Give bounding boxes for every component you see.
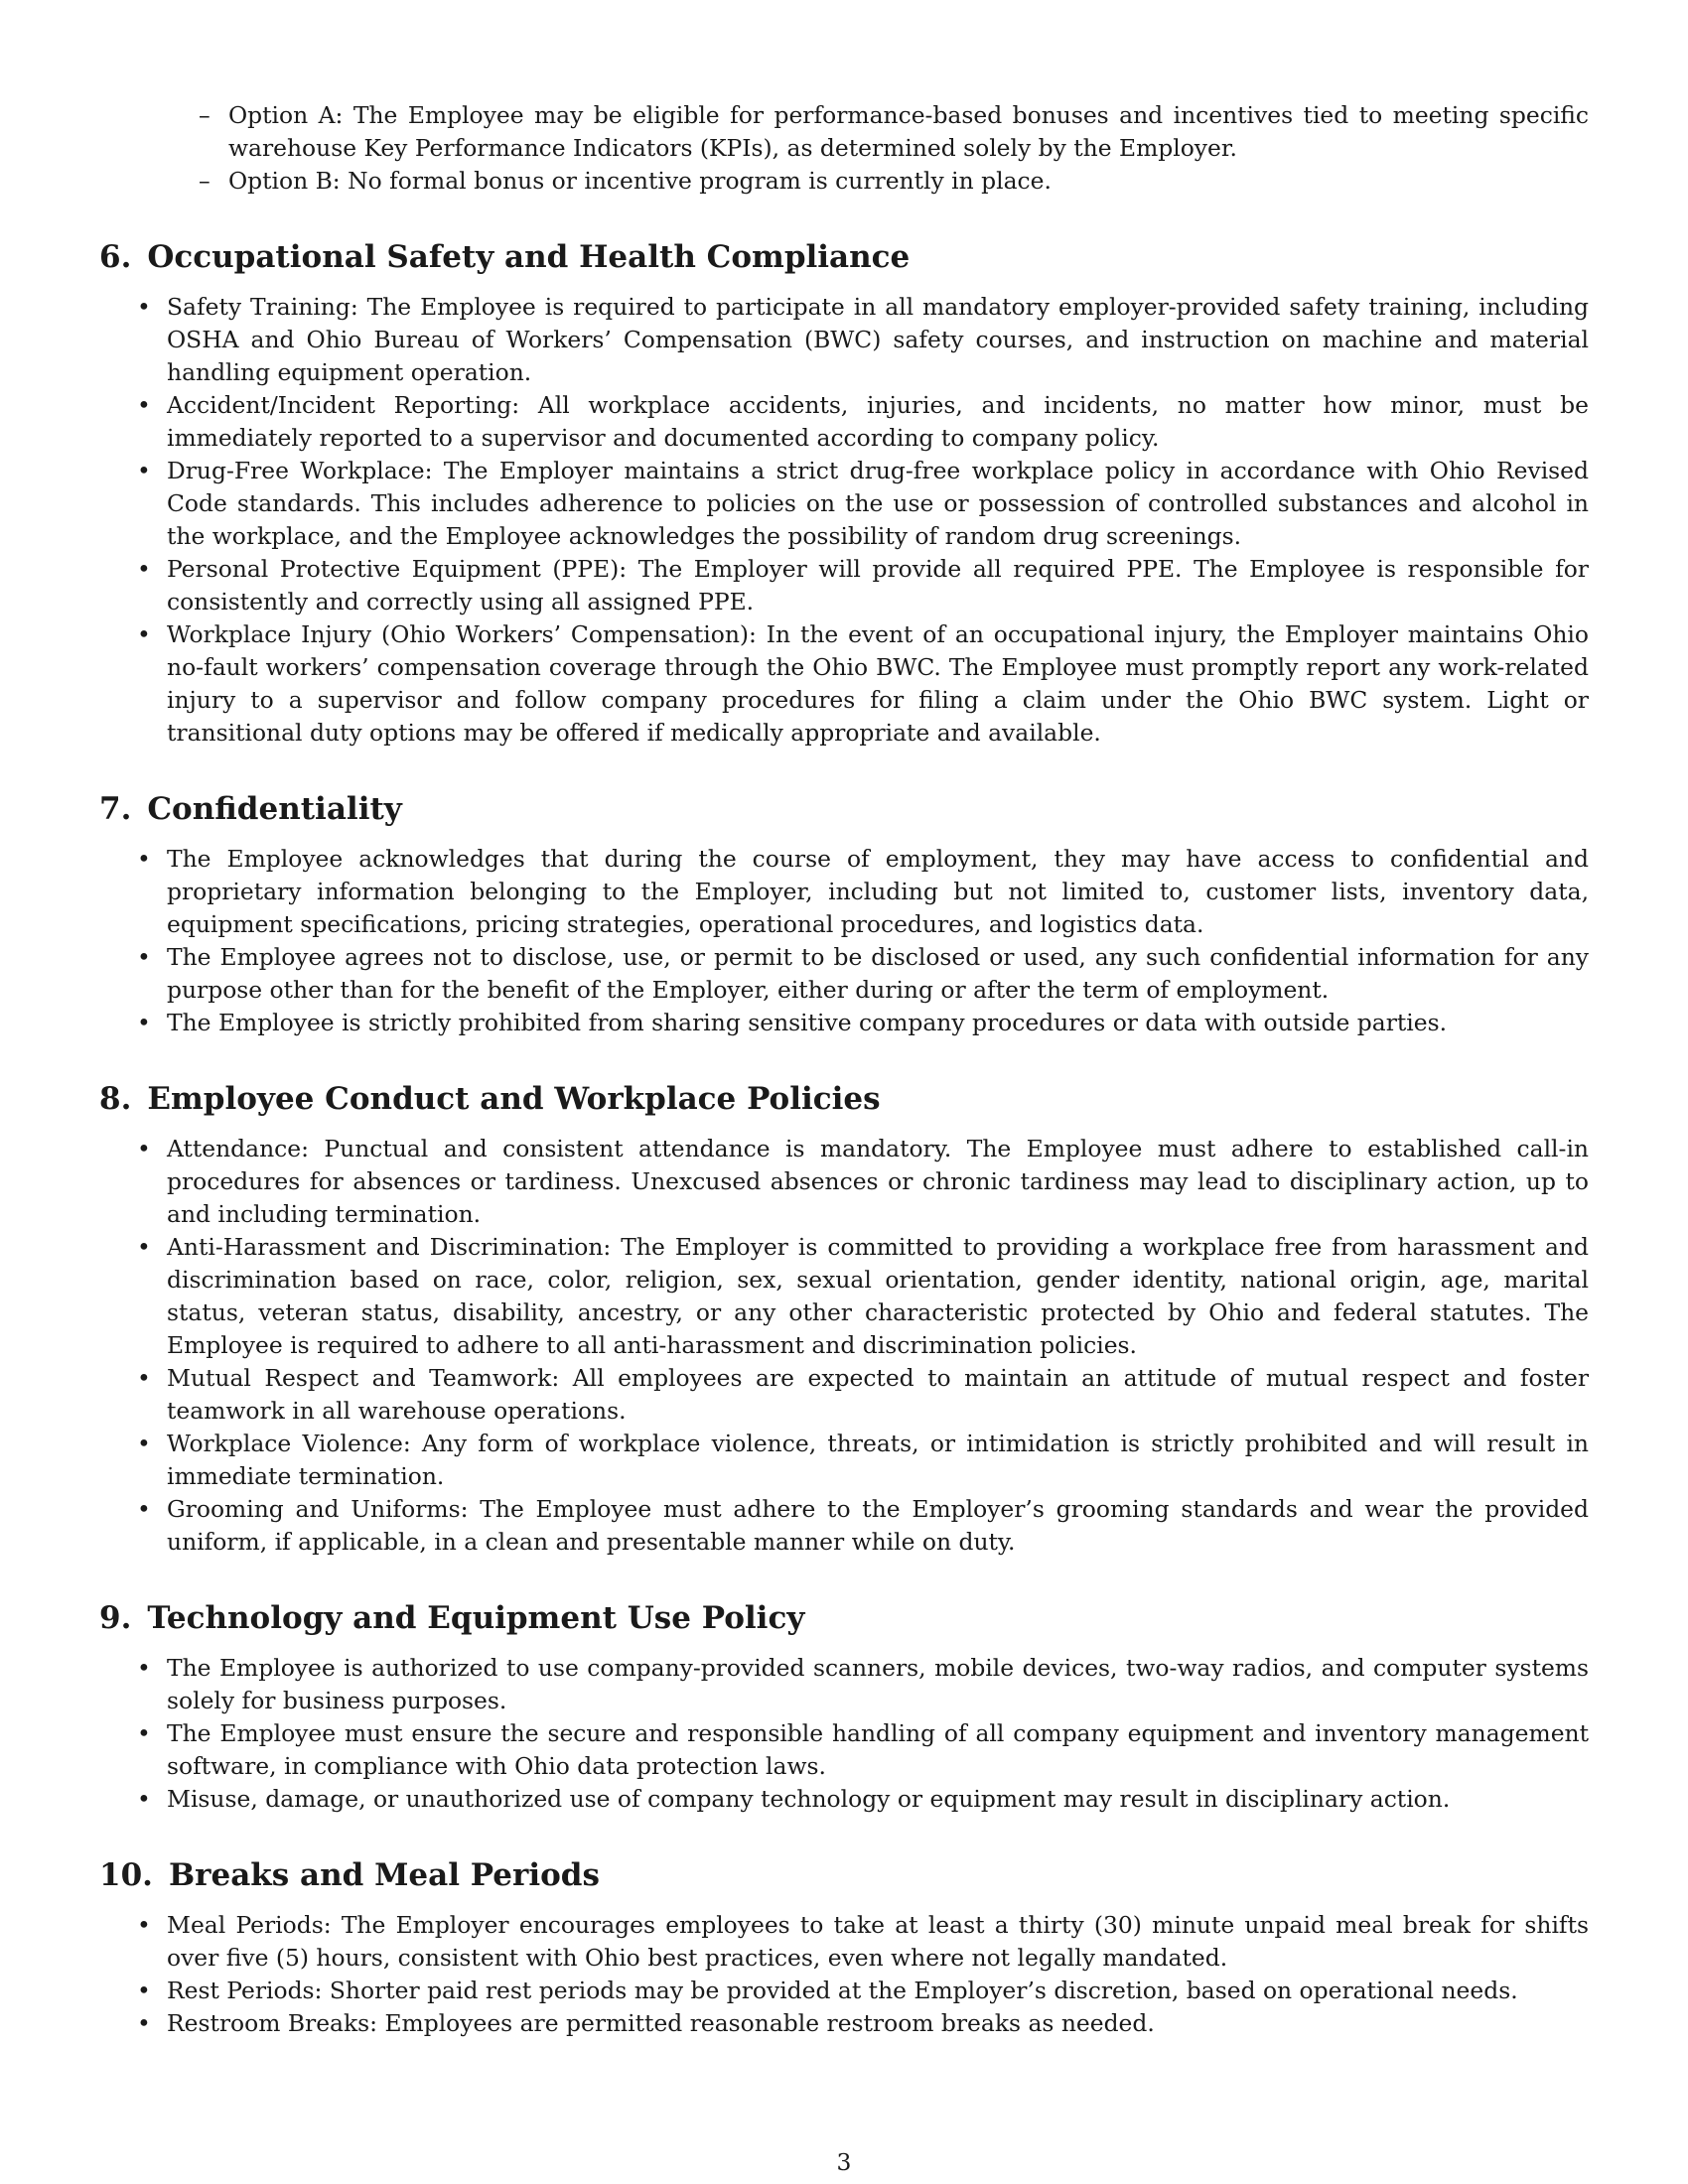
section-list: [99, 1652, 1589, 1816]
section-10: [99, 1855, 1589, 2040]
list-item: • Rest Periods: Shorter paid rest periods may be provided at the Employer’s discretion, based on operational needs.: [167, 1975, 1589, 2007]
section-heading: [99, 789, 1589, 829]
section-list: [99, 291, 1589, 750]
list-item: • Anti-Harassment and Discrimination: The Employer is committed to providing a workplace free from harassment and discrimination based on race, color, religion, sex, sexual orientation, gender identity, national origin, age, marital status, veteran status, disability, ancestry, or any other characteristic protected by Ohio and federal statutes. The Employee is required to adhere to all anti-harassment and discrimination policies.: [167, 1231, 1589, 1362]
section-title: Confidentiality: [147, 791, 402, 827]
section-9: [99, 1598, 1589, 1816]
list-item: • Workplace Violence: Any form of workplace violence, threats, or intimidation is strictly prohibited and will result in immediate termination.: [167, 1428, 1589, 1493]
list-item: • Misuse, damage, or unauthorized use of company technology or equipment may result in disciplinary action.: [167, 1783, 1589, 1816]
section-number: 10.: [99, 1857, 153, 1893]
bonus-options-list: [99, 99, 1589, 198]
section-number: 6.: [99, 239, 132, 275]
section-list: [99, 1133, 1589, 1559]
list-item: • Workplace Injury (Ohio Workers’ Compensation): In the event of an occupational injury, the Employer maintains Ohio no-fault workers’ compensation coverage through the Ohio BWC. The Employee must promptly report any work-related injury to a supervisor and follow company procedures for filing a claim under the Ohio BWC system. Light or transitional duty options may be offered if medically appropriate and available.: [167, 618, 1589, 750]
list-item: • The Employee must ensure the secure and responsible handling of all company equipment and inventory management software, in compliance with Ohio data protection laws.: [167, 1717, 1589, 1783]
section-number: 7.: [99, 791, 132, 827]
section-6: [99, 237, 1589, 750]
list-item: • Personal Protective Equipment (PPE): The Employer will provide all required PPE. The Employee is responsible for consistently and correctly using all assigned PPE.: [167, 553, 1589, 618]
section-heading: [99, 1598, 1589, 1638]
option-b: – Option B: No formal bonus or incentive program is currently in place.: [199, 165, 1589, 198]
list-item: • Drug-Free Workplace: The Employer maintains a strict drug-free workplace policy in accordance with Ohio Revised Code standards. This includes adherence to policies on the use or possession of controlled substances and alcohol in the workplace, and the Employee acknowledges the possibility of random drug screenings.: [167, 455, 1589, 553]
page-number: 3: [836, 2148, 852, 2176]
list-item: • The Employee is strictly prohibited from sharing sensitive company procedures or data with outside parties.: [167, 1007, 1589, 1039]
document-page: [99, 99, 1589, 2144]
list-item: • The Employee is authorized to use company-provided scanners, mobile devices, two-way radios, and computer systems solely for business purposes.: [167, 1652, 1589, 1717]
section-title: Occupational Safety and Health Compliance: [147, 239, 911, 275]
section-heading: [99, 1855, 1589, 1895]
section-8: [99, 1079, 1589, 1559]
section-list: [99, 843, 1589, 1039]
section-7: [99, 789, 1589, 1039]
section-title: Technology and Equipment Use Policy: [147, 1600, 805, 1636]
list-item: • Accident/Incident Reporting: All workplace accidents, injuries, and incidents, no matter how minor, must be immediately reported to a supervisor and documented according to company policy.: [167, 389, 1589, 455]
option-a: – Option A: The Employee may be eligible for performance-based bonuses and incentives tied to meeting specific warehouse Key Performance Indicators (KPIs), as determined solely by the Employer.: [199, 99, 1589, 165]
list-item: • Grooming and Uniforms: The Employee must adhere to the Employer’s grooming standards and wear the provided uniform, if applicable, in a clean and presentable manner while on duty.: [167, 1493, 1589, 1559]
section-heading: [99, 1079, 1589, 1119]
section-number: 8.: [99, 1081, 132, 1117]
list-item: • The Employee acknowledges that during the course of employment, they may have access to confidential and proprietary information belonging to the Employer, including but not limited to, customer lists, inventory data, equipment specifications, pricing strategies, operational procedures, and logistics data.: [167, 843, 1589, 941]
list-item: • The Employee agrees not to disclose, use, or permit to be disclosed or used, any such confidential information for any purpose other than for the benefit of the Employer, either during or after the term of employment.: [167, 941, 1589, 1007]
section-title: Employee Conduct and Workplace Policies: [147, 1081, 881, 1117]
list-item: • Restroom Breaks: Employees are permitted reasonable restroom breaks as needed.: [167, 2007, 1589, 2040]
list-item: • Safety Training: The Employee is required to participate in all mandatory employer-provided safety training, including OSHA and Ohio Bureau of Workers’ Compensation (BWC) safety courses, and instruction on machine and material handling equipment operation.: [167, 291, 1589, 389]
list-item: • Mutual Respect and Teamwork: All employees are expected to maintain an attitude of mutual respect and foster teamwork in all warehouse operations.: [167, 1362, 1589, 1428]
section-heading: [99, 237, 1589, 277]
section-number: 9.: [99, 1600, 132, 1636]
list-item: • Meal Periods: The Employer encourages employees to take at least a thirty (30) minute unpaid meal break for shifts over five (5) hours, consistent with Ohio best practices, even where not legally mandated.: [167, 1909, 1589, 1975]
section-list: [99, 1909, 1589, 2040]
section-title: Breaks and Meal Periods: [168, 1857, 600, 1893]
list-item: • Attendance: Punctual and consistent attendance is mandatory. The Employee must adhere to established call-in procedures for absences or tardiness. Unexcused absences or chronic tardiness may lead to disciplinary action, up to and including termination.: [167, 1133, 1589, 1231]
